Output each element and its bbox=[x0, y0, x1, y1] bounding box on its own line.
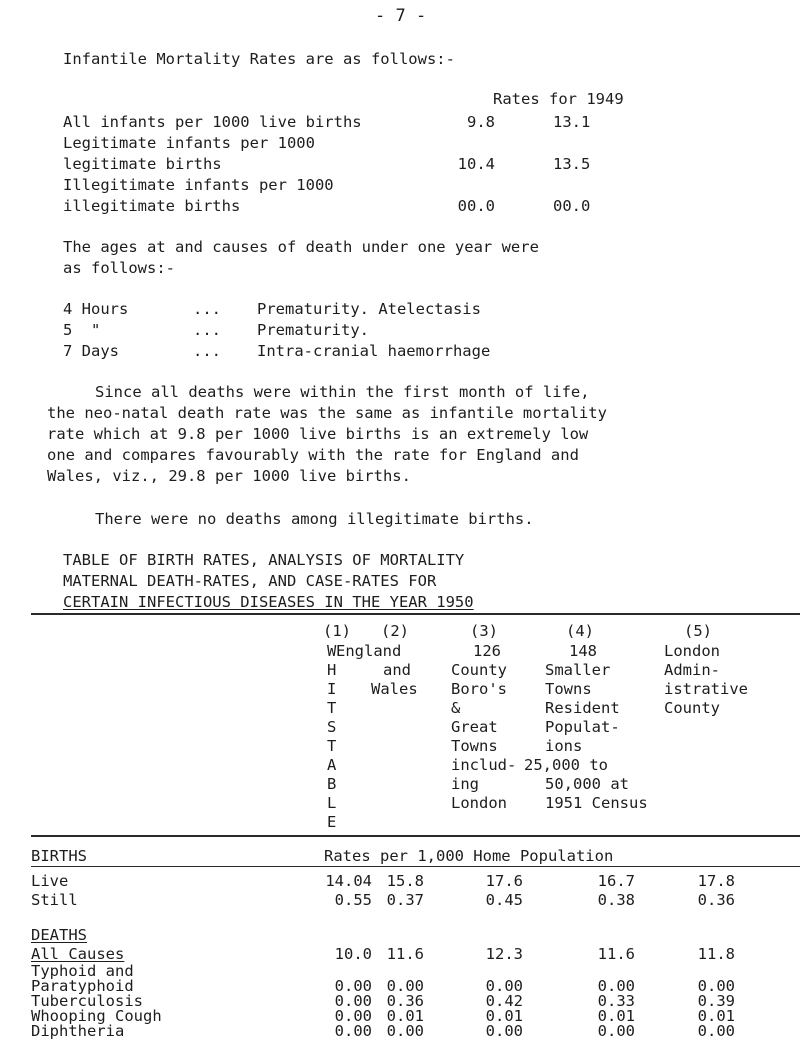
row-label: All Causes bbox=[31, 945, 125, 963]
death-age: 5 " bbox=[63, 321, 101, 339]
row-label: Live bbox=[31, 872, 69, 890]
value-col-3: 0.42 bbox=[485, 992, 523, 1010]
value-col-5: 0.39 bbox=[697, 992, 735, 1010]
column-letter: L bbox=[327, 794, 337, 812]
value-col-3: 0.00 bbox=[485, 1022, 523, 1040]
death-age: 7 Days bbox=[63, 342, 119, 360]
column-letter: W bbox=[327, 642, 337, 660]
value-col-1: 0.00 bbox=[334, 992, 372, 1010]
value-col-5: 0.00 bbox=[697, 1022, 735, 1040]
infant-row-1949: 00.0 bbox=[553, 197, 591, 215]
column-number: (1) bbox=[323, 622, 351, 640]
value-col-1: 0.55 bbox=[334, 891, 372, 909]
row-label: Still bbox=[31, 891, 78, 909]
value-col-1: 0.00 bbox=[334, 977, 372, 995]
header-bottom-rule bbox=[31, 835, 800, 837]
column-heading-line: 148 bbox=[569, 642, 597, 660]
infant-row-label: illegitimate births bbox=[63, 197, 241, 215]
value-col-3: 0.45 bbox=[485, 891, 523, 909]
column-letter: T bbox=[327, 699, 337, 717]
column-heading-line: 25,000 to bbox=[524, 756, 608, 774]
infant-row-value: 10.4 bbox=[457, 155, 495, 173]
table-title-line: TABLE OF BIRTH RATES, ANALYSIS OF MORTALITY bbox=[63, 551, 465, 569]
value-col-2: 0.01 bbox=[386, 1007, 424, 1025]
value-col-4: 0.01 bbox=[597, 1007, 635, 1025]
death-dots: ... bbox=[193, 342, 221, 360]
column-heading-line: 126 bbox=[473, 642, 501, 660]
column-heading-line: Populat- bbox=[545, 718, 620, 736]
row-label: Paratyphoid bbox=[31, 977, 134, 995]
value-col-5: 17.8 bbox=[697, 872, 735, 890]
deaths-header: DEATHS bbox=[31, 926, 87, 944]
column-heading-line: Admin- bbox=[664, 661, 720, 679]
infant-row-label: All infants per 1000 live births bbox=[63, 113, 362, 131]
column-heading-line: Wales bbox=[371, 680, 418, 698]
column-letter: A bbox=[327, 756, 337, 774]
column-number: (3) bbox=[470, 622, 498, 640]
table-title-line: MATERNAL DEATH-RATES, AND CASE-RATES FOR bbox=[63, 572, 437, 590]
infant-row-value: 9.8 bbox=[467, 113, 495, 131]
death-cause: Prematurity. Atelectasis bbox=[257, 300, 481, 318]
death-dots: ... bbox=[193, 300, 221, 318]
column-heading-line: London bbox=[664, 642, 720, 660]
infant-row-value: 00.0 bbox=[457, 197, 495, 215]
value-col-3: 0.00 bbox=[485, 977, 523, 995]
infant-mortality-title: Infantile Mortality Rates are as follows:- bbox=[63, 50, 455, 68]
row-label: Whooping Cough bbox=[31, 1007, 162, 1025]
row-label: Tuberculosis bbox=[31, 992, 143, 1010]
value-col-3: 17.6 bbox=[485, 872, 523, 890]
value-col-1: 0.00 bbox=[334, 1022, 372, 1040]
table-top-rule bbox=[31, 613, 800, 615]
value-col-4: 16.7 bbox=[597, 872, 635, 890]
infant-row-1949: 13.1 bbox=[553, 113, 591, 131]
column-heading-line: Smaller bbox=[545, 661, 611, 679]
value-col-1: 0.00 bbox=[334, 1007, 372, 1025]
column-heading-line: 1951 Census bbox=[545, 794, 648, 812]
value-col-4: 0.38 bbox=[597, 891, 635, 909]
value-col-5: 0.36 bbox=[697, 891, 735, 909]
column-heading-line: Towns bbox=[451, 737, 498, 755]
page-number: - 7 - bbox=[375, 6, 427, 26]
column-number: (5) bbox=[684, 622, 712, 640]
value-col-2: 0.36 bbox=[386, 992, 424, 1010]
column-heading-line: 50,000 at bbox=[545, 775, 629, 793]
paragraph-line: the neo-natal death rate was the same as infantile mortality bbox=[47, 404, 607, 422]
column-heading-line: and bbox=[383, 661, 411, 679]
births-header: BIRTHS bbox=[31, 847, 87, 865]
paragraph-line: rate which at 9.8 per 1000 live births is an extremely low bbox=[47, 425, 589, 443]
column-letter: B bbox=[327, 775, 337, 793]
column-letter: H bbox=[327, 661, 337, 679]
column-heading-line: istrative bbox=[664, 680, 748, 698]
value-col-5: 11.8 bbox=[697, 945, 735, 963]
column-heading-line: County bbox=[451, 661, 507, 679]
value-col-4: 11.6 bbox=[597, 945, 635, 963]
death-dots: ... bbox=[193, 321, 221, 339]
value-col-1: 14.04 bbox=[325, 872, 372, 890]
value-col-5: 0.01 bbox=[697, 1007, 735, 1025]
rates-1949-header: Rates for 1949 bbox=[493, 90, 624, 108]
causes-intro: The ages at and causes of death under one year were bbox=[63, 238, 539, 256]
death-cause: Prematurity. bbox=[257, 321, 369, 339]
column-heading-line: County bbox=[664, 699, 720, 717]
infant-row-label: legitimate births bbox=[63, 155, 222, 173]
column-heading-line: Boro's bbox=[451, 680, 507, 698]
column-letter: S bbox=[327, 718, 337, 736]
rates-caption: Rates per 1,000 Home Population bbox=[324, 847, 614, 865]
value-col-1: 10.0 bbox=[334, 945, 372, 963]
column-heading-line: ing bbox=[451, 775, 479, 793]
column-letter: T bbox=[327, 737, 337, 755]
value-col-2: 0.37 bbox=[386, 891, 424, 909]
death-age: 4 Hours bbox=[63, 300, 129, 318]
value-col-2: 15.8 bbox=[386, 872, 424, 890]
column-heading-line: England bbox=[336, 642, 402, 660]
column-letter: E bbox=[327, 813, 337, 831]
paragraph-line: Since all deaths were within the first month of life, bbox=[95, 383, 590, 401]
no-deaths-note: There were no deaths among illegitimate births. bbox=[95, 510, 534, 528]
table-title-line: CERTAIN INFECTIOUS DISEASES IN THE YEAR 1950 bbox=[63, 593, 474, 611]
column-number: (4) bbox=[566, 622, 594, 640]
paragraph-line: Wales, viz., 29.8 per 1000 live births. bbox=[47, 467, 411, 485]
value-col-3: 12.3 bbox=[485, 945, 523, 963]
column-heading-line: London bbox=[451, 794, 507, 812]
infant-row-label: Legitimate infants per 1000 bbox=[63, 134, 315, 152]
births-rule bbox=[31, 866, 800, 867]
row-label-prefix: Typhoid and bbox=[31, 962, 134, 980]
value-col-4: 0.33 bbox=[597, 992, 635, 1010]
causes-intro: as follows:- bbox=[63, 259, 175, 277]
paragraph-line: one and compares favourably with the rate for England and bbox=[47, 446, 579, 464]
infant-row-1949: 13.5 bbox=[553, 155, 591, 173]
death-cause: Intra-cranial haemorrhage bbox=[257, 342, 491, 360]
value-col-4: 0.00 bbox=[597, 1022, 635, 1040]
value-col-2: 11.6 bbox=[386, 945, 424, 963]
value-col-4: 0.00 bbox=[597, 977, 635, 995]
infant-row-label: Illegitimate infants per 1000 bbox=[63, 176, 334, 194]
value-col-3: 0.01 bbox=[485, 1007, 523, 1025]
column-heading-line: Towns bbox=[545, 680, 592, 698]
column-heading-line: Great bbox=[451, 718, 498, 736]
value-col-2: 0.00 bbox=[386, 1022, 424, 1040]
column-heading-line: Resident bbox=[545, 699, 620, 717]
column-heading-line: & bbox=[451, 699, 461, 717]
column-number: (2) bbox=[381, 622, 409, 640]
column-letter: I bbox=[327, 680, 337, 698]
value-col-5: 0.00 bbox=[697, 977, 735, 995]
column-heading-line: ions bbox=[545, 737, 583, 755]
value-col-2: 0.00 bbox=[386, 977, 424, 995]
column-heading-line: includ- bbox=[451, 756, 517, 774]
row-label: Diphtheria bbox=[31, 1022, 125, 1040]
